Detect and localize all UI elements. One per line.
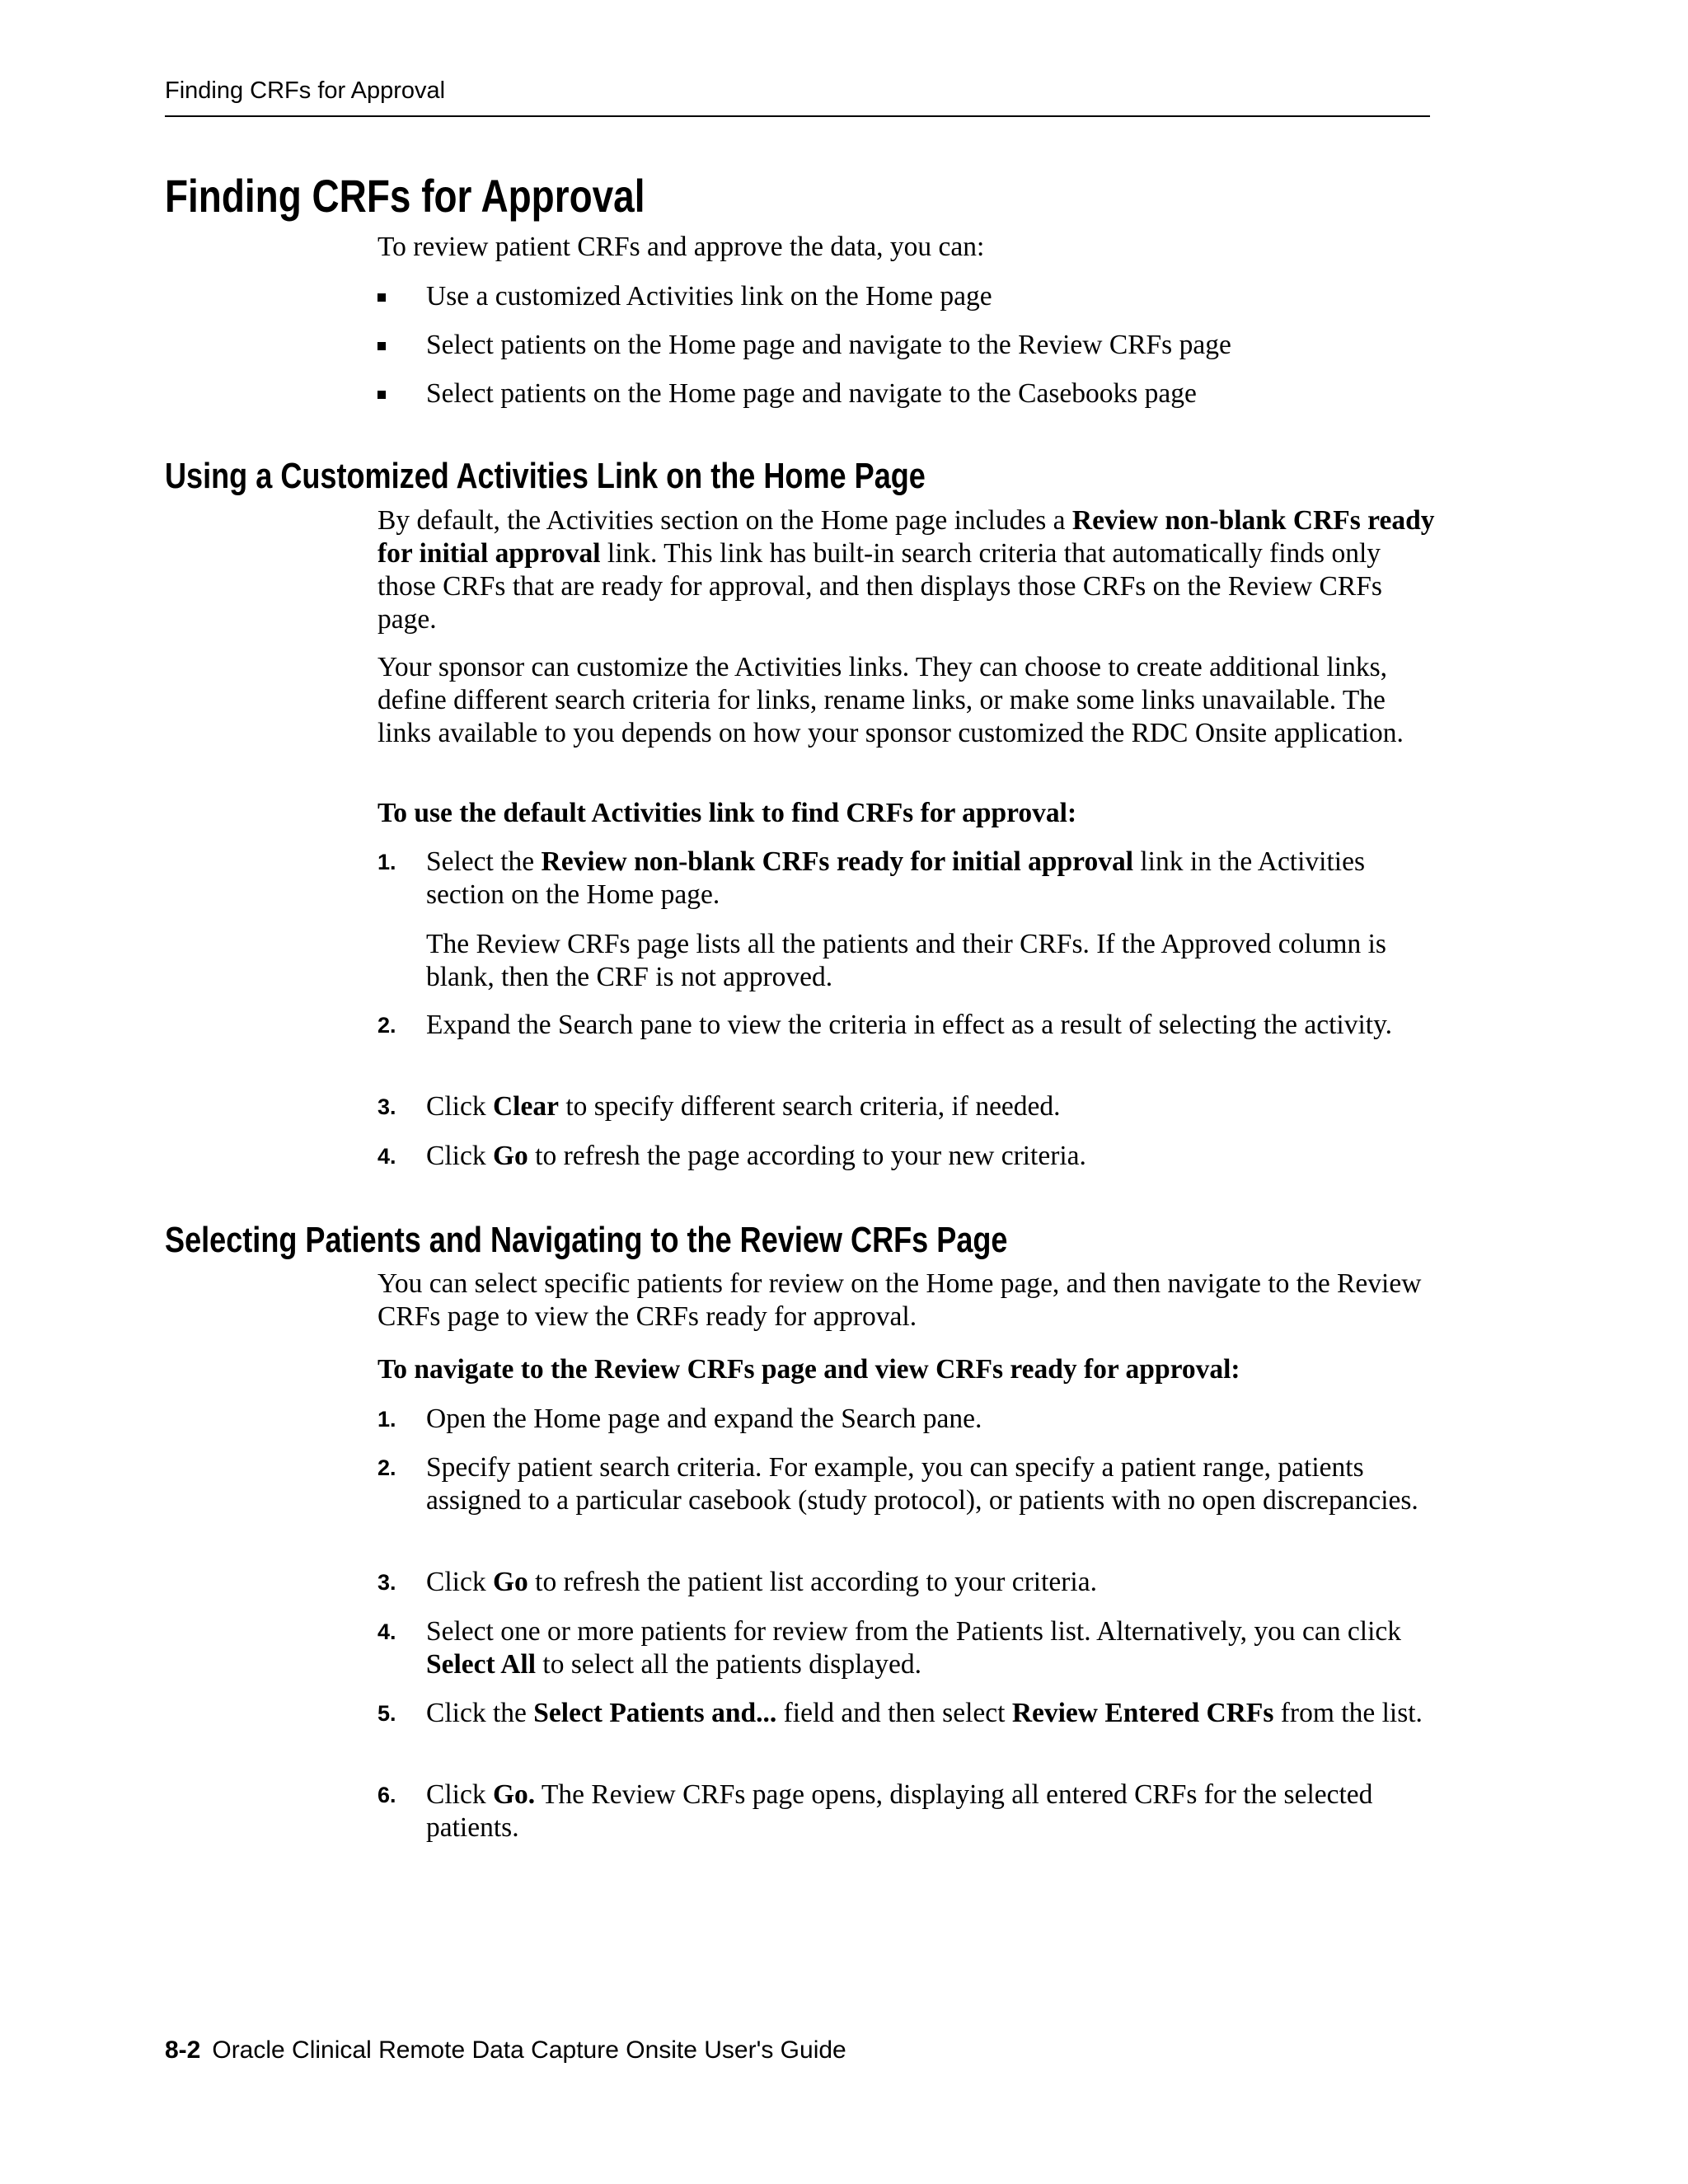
list-item-text: Select patients on the Home page and navigate to the Review CRFs page — [426, 330, 1231, 360]
page-title: Finding CRFs for Approval — [165, 170, 645, 222]
bold-text-run: Go — [492, 1141, 528, 1171]
page-number: 8-2 — [165, 2036, 201, 2064]
bullet-icon — [377, 293, 386, 302]
step-number: 6. — [377, 1783, 396, 1807]
step-number: 2. — [377, 1455, 396, 1480]
bullet-icon — [377, 391, 386, 399]
step-number: 4. — [377, 1144, 396, 1169]
step-text — [426, 1140, 1441, 1173]
step-text — [426, 1566, 1441, 1599]
header-rule — [165, 115, 1430, 117]
bold-text-run: Clear — [492, 1091, 559, 1122]
text-run: link. This link has built-in search criteria that automatically finds only those CRFs that are ready for approval, and then displays those CRFs on the Review CRFs page. — [377, 538, 1382, 635]
bold-text-run: Select All — [426, 1649, 537, 1680]
section-heading-activities-link: Using a Customized Activities Link on the Home Page — [165, 456, 926, 496]
step-text — [426, 846, 1441, 912]
page-footer — [165, 2036, 846, 2065]
bold-text-run: Go. — [492, 1779, 536, 1810]
section-heading-review-crfs: Selecting Patients and Navigating to the Review CRFs Page — [165, 1220, 1008, 1260]
text-run: link in the Activities section on the Home page. — [426, 846, 1366, 910]
step-text — [426, 1697, 1441, 1730]
text-run: field and then select — [776, 1698, 1012, 1728]
text-run: to specify different search criteria, if needed. — [558, 1091, 1061, 1122]
text-run: Expand the Search pane to view the criteria in effect as a result of selecting the activity. — [426, 1010, 1393, 1040]
step-number: 4. — [377, 1619, 396, 1644]
step-number: 3. — [377, 1094, 396, 1119]
text-run: Click — [426, 1091, 493, 1122]
intro-paragraph: To review patient CRFs and approve the data, you can: — [377, 232, 985, 262]
step-number: 5. — [377, 1701, 396, 1726]
procedure-title: To navigate to the Review CRFs page and view CRFs ready for approval: — [377, 1354, 1240, 1385]
text-run: Select one or more patients for review from the Patients list. Alternatively, you can click — [426, 1616, 1402, 1647]
running-header: Finding CRFs for Approval — [165, 77, 446, 104]
step-text — [426, 1615, 1441, 1681]
step-text — [426, 1403, 1441, 1436]
text-run: Click — [426, 1141, 493, 1171]
bold-text-run: Go — [492, 1567, 528, 1597]
text-run: Specify patient search criteria. For example, you can specify a patient range, patients assigned to a particular casebook (study protocol), or patients with no open discrepancies. — [426, 1452, 1418, 1516]
step-text — [426, 1779, 1441, 1844]
activities-paragraph — [377, 504, 1441, 636]
step-number: 1. — [377, 1407, 396, 1432]
step-text — [426, 1451, 1441, 1517]
sponsor-paragraph: Your sponsor can customize the Activities links. They can choose to create additional links, define different search criteria for links, rename links, or make some links unavailable. The links available to you depends on how your sponsor customized the RDC Onsite application. — [377, 652, 1404, 748]
text-run: Open the Home page and expand the Search pane. — [426, 1404, 982, 1434]
text-run: to refresh the page according to your new criteria. — [528, 1141, 1086, 1171]
bullet-icon — [377, 342, 386, 350]
text-run: Click the — [426, 1698, 534, 1728]
text-run: to select all the patients displayed. — [536, 1649, 921, 1680]
step-number: 3. — [377, 1570, 396, 1595]
bold-text-run: Review non-blank CRFs ready for initial approval — [541, 846, 1133, 877]
bold-text-run: Select Patients and... — [533, 1698, 777, 1728]
step-number: 1. — [377, 850, 396, 874]
step-note: The Review CRFs page lists all the patients and their CRFs. If the Approved column is blank, then the CRF is not approved. — [426, 929, 1386, 992]
list-item-text: Use a customized Activities link on the Home page — [426, 281, 992, 312]
text-run: from the list. — [1273, 1698, 1423, 1728]
step-text — [426, 1009, 1441, 1042]
text-run: to refresh the patient list according to your criteria. — [528, 1567, 1097, 1597]
step-number: 2. — [377, 1013, 396, 1038]
text-run: By default, the Activities section on the Home page includes a — [377, 505, 1072, 536]
bold-text-run: Review non-blank CRFs ready for initial approval — [377, 505, 1435, 569]
bold-text-run: Review Entered CRFs — [1011, 1698, 1274, 1728]
text-run: Select the — [426, 846, 542, 877]
step-text — [426, 1090, 1441, 1123]
text-run: Click — [426, 1779, 493, 1810]
procedure-title: To use the default Activities link to find CRFs for approval: — [377, 798, 1077, 828]
list-item-text: Select patients on the Home page and navigate to the Casebooks page — [426, 378, 1197, 409]
text-run: The Review CRFs page opens, displaying all entered CRFs for the selected patients. — [426, 1779, 1373, 1843]
text-run: Click — [426, 1567, 493, 1597]
select-patients-paragraph: You can select specific patients for review on the Home page, and then navigate to the Review CRFs page to view the CRFs ready for approval. — [377, 1268, 1422, 1332]
book-title: Oracle Clinical Remote Data Capture Onsite User's Guide — [212, 2036, 846, 2064]
